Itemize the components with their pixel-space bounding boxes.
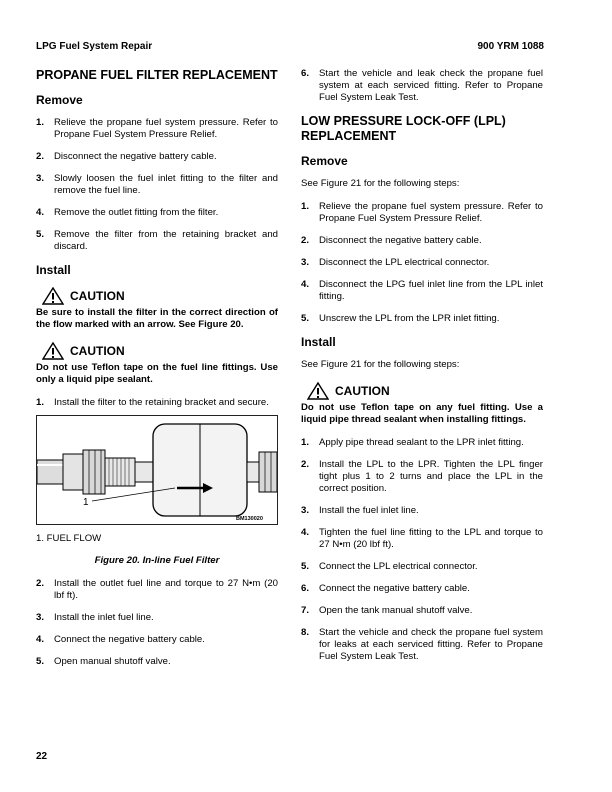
step-number: 2. [301,459,310,470]
list-item [301,257,543,269]
caution-block-filter-direction [36,287,278,331]
step-number: 6. [301,68,310,79]
step-number: 2. [36,578,45,589]
step-text: Start the vehicle and leak check the propane fuel system at each serviced fitting. Refer to Propane Fuel System Leak Test. [319,68,543,103]
step-text: Open the tank manual shutoff valve. [319,605,473,616]
step-number: 3. [36,173,45,184]
step-text: Apply pipe thread sealant to the LPR inlet fitting. [319,437,524,448]
step-number: 1. [36,397,45,408]
list-item [301,459,543,495]
list-item [301,505,543,517]
list-item [301,68,543,104]
step-number: 7. [301,605,310,616]
list-item [301,313,543,325]
caution-block-lpl-teflon [301,382,543,426]
filter-install-steps-a [36,397,278,409]
step-number: 4. [301,527,310,538]
filter-remove-heading: Remove [36,93,83,107]
list-item [301,527,543,551]
step-number: 5. [36,229,45,240]
filter-install-heading: Install [36,263,71,277]
lpl-install-intro: See Figure 21 for the following steps: [301,359,460,370]
step-text: Connect the negative battery cable. [319,583,470,594]
figure-callout-number: 1 [83,497,89,508]
step-text: Connect the negative battery cable. [54,634,205,645]
warning-triangle-icon [42,287,64,305]
list-item [301,583,543,595]
step-number: 8. [301,627,310,638]
list-item [36,229,278,253]
step-number: 1. [301,437,310,448]
step-number: 4. [301,279,310,290]
lpl-remove-intro: See Figure 21 for the following steps: [301,178,460,189]
step-text: Disconnect the negative battery cable. [54,151,217,162]
page-number: 22 [36,751,48,762]
inline-fuel-filter-figure [36,415,278,525]
filter-replacement-title: PROPANE FUEL FILTER REPLACEMENT [36,68,278,82]
right-column [301,68,543,673]
caution-header [36,287,278,305]
step-number: 2. [36,151,45,162]
figure-legend: 1. FUEL FLOW [36,533,102,544]
step-number: 5. [36,656,45,667]
step-number: 1. [36,117,45,128]
caution-header [36,342,278,360]
step-text: Install the fuel inlet line. [319,505,419,516]
step-text: Unscrew the LPL from the LPR inlet fitting. [319,313,500,324]
figure-code: BM130020 [236,516,263,522]
step-text: Open manual shutoff valve. [54,656,171,667]
caution-block-teflon [36,342,278,386]
step-number: 5. [301,561,310,572]
step-text: Disconnect the LPL electrical connector. [319,257,490,268]
list-item [301,235,543,247]
step-number: 4. [36,207,45,218]
caution-header [301,382,543,400]
step-number: 3. [36,612,45,623]
fuel-filter-illustration [37,416,277,524]
caution-text: Do not use Teflon tape on the fuel line fittings. Use only a liquid pipe sealant. [36,362,278,385]
page-header [36,41,544,55]
step-text: Relieve the propane fuel system pressure. Refer to Propane Fuel System Pressure Relief. [54,117,278,140]
lpl-install-heading: Install [301,335,336,349]
lpl-replacement-title: LOW PRESSURE LOCK-OFF (LPL) REPLACEMENT [301,114,506,143]
caution-label: CAUTION [335,384,390,398]
step-text: Remove the filter from the retaining bracket and discard. [54,229,278,252]
warning-triangle-icon [307,382,329,400]
step-number: 4. [36,634,45,645]
filter-install-steps-continued [301,68,543,104]
figure-caption: Figure 20. In-line Fuel Filter [94,555,220,566]
lpl-remove-steps [301,201,543,325]
list-item [36,207,278,219]
step-number: 3. [301,505,310,516]
step-text: Remove the outlet fitting from the filter. [54,207,219,218]
lpl-remove-heading: Remove [301,154,348,168]
step-text: Relieve the propane fuel system pressure. Refer to Propane Fuel System Pressure Relief. [319,201,543,224]
list-item [36,117,278,141]
list-item [301,605,543,617]
caution-label: CAUTION [70,289,125,303]
list-item [301,561,543,573]
header-manual-number: 900 YRM 1088 [477,41,544,52]
step-text: Slowly loosen the fuel inlet fitting to the filter and remove the fuel line. [54,173,278,196]
step-text: Install the LPL to the LPR. Tighten the LPL finger tight plus 1 to 2 turns and place the LPL in the correct position. [319,459,543,494]
left-column [36,68,278,678]
list-item [36,656,278,668]
list-item [301,627,543,663]
step-text: Start the vehicle and check the propane fuel system for leaks at each serviced fitting. Refer to Propane Fuel System Leak Test. [319,627,543,662]
step-text: Install the outlet fuel line and torque to 27 N•m (20 lbf ft). [54,578,278,601]
caution-label: CAUTION [70,344,125,358]
step-number: 1. [301,201,310,212]
filter-install-steps-b [36,578,278,668]
caution-text: Be sure to install the filter in the correct direction of the flow marked with an arrow. See Figure 20. [36,307,278,330]
list-item [36,173,278,197]
step-text: Install the inlet fuel line. [54,612,154,623]
lpl-install-steps [301,437,543,663]
list-item [36,151,278,163]
step-text: Disconnect the LPG fuel inlet line from the LPL inlet fitting. [319,279,543,302]
step-text: Connect the LPL electrical connector. [319,561,478,572]
list-item [301,201,543,225]
step-text: Install the filter to the retaining bracket and secure. [54,397,269,408]
step-number: 5. [301,313,310,324]
step-number: 3. [301,257,310,268]
list-item [36,397,278,409]
list-item [36,578,278,602]
filter-remove-steps [36,117,278,253]
caution-text: Do not use Teflon tape on any fuel fitting. Use a liquid pipe thread sealant when installing fittings. [301,402,543,425]
list-item [36,634,278,646]
step-number: 6. [301,583,310,594]
list-item [301,437,543,449]
header-section-title: LPG Fuel System Repair [36,41,153,52]
step-text: Disconnect the negative battery cable. [319,235,482,246]
list-item [36,612,278,624]
step-text: Tighten the fuel line fitting to the LPL and torque to 27 N•m (20 lbf ft). [319,527,543,550]
warning-triangle-icon [42,342,64,360]
step-number: 2. [301,235,310,246]
list-item [301,279,543,303]
